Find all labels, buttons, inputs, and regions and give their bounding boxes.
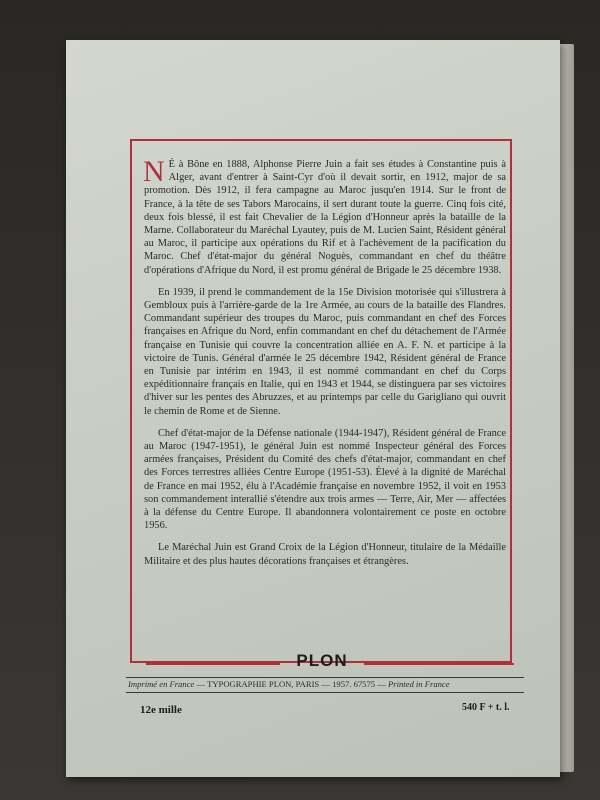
imprint-right: Printed in France xyxy=(387,679,450,689)
paragraph-4: Le Maréchal Juin est Grand Croix de la Légion d'Honneur, titulaire de la Médaille Militaire et des plus hautes décorations françaises et étrangères. xyxy=(144,542,506,567)
paragraph-2: En 1939, il prend le commandement de la 15e Division motorisée qui s'illustrera à Gembloux puis à l'arrière-garde de la 1re Armée, au cours de la bataille des Flandres. Commandant supérieur des troupes du Maroc, puis commandant en chef des Forces françaises en Afrique du Nord, enfin commandant en chef du détachement de l'Armée française en Tunisie qui couvre la concentration alliée en A. F. N. et participe à la victoire de Tunis. Général d'armée le 25 décembre 1942, Résident général de France en Tunisie par intérim en 1943, il est nommé commandant en chef du Corps expéditionnaire français en Italie, qui en 1943 et 1944, se distinguera par ses victoires d'hiver sur les pentes des Abruzzes, et au printemps par celle du Garigliano qui ouvrit le chemin de Rome et de Sienne. xyxy=(144,286,506,417)
publisher-rule-left xyxy=(146,663,280,665)
drop-cap: N xyxy=(143,155,165,188)
edition-count: 12e mille xyxy=(140,704,182,716)
publisher-rule-right xyxy=(364,663,514,665)
price-label: 540 F + t. l. xyxy=(462,702,510,713)
imprint-left: Imprimé en France xyxy=(128,679,195,689)
biography-text xyxy=(143,155,506,577)
imprint-middle: — TYPOGRAPHIE PLON, PARIS — 1957. 67575 — xyxy=(194,679,388,689)
imprint-line xyxy=(128,679,524,689)
publisher-name: PLON xyxy=(296,651,348,670)
imprint-rule-bottom xyxy=(126,692,524,693)
paragraph-1 xyxy=(143,155,506,277)
imprint-rule-top xyxy=(126,677,524,678)
paragraph-1-text: É à Bône en 1888, Alphonse Pierre Juin a fait ses études à Constantine puis à Alger, avant d'entrer à Saint-Cyr d'où il devait sortir, en 1912, major de sa promotion. Dès 1912, il fera campagne au Maroc jusqu'en 1914. Sur le front de France, à la tête de ses Tabors Marocains, il sert durant toute la guerre. Cinq fois cité, deux fois blessé, il est fait Chevalier de la Légion d'Honneur après la bataille de la Marne. Collaborateur du Maréchal Lyautey, puis de M. Lucien Saint, Résident général au Maroc, il participe aux opérations du Rif et à l'achèvement de la pacification du Maroc. Chef d'état-major du général Noguès, commandant en chef du théâtre d'opérations d'Afrique du Nord, il est promu général de Brigade le 25 décembre 1938. xyxy=(144,159,506,276)
paragraph-3: Chef d'état-major de la Défense nationale (1944-1947), Résident général de France au Maroc (1947-1951), le général Juin est nommé Inspecteur général des Forces armées françaises, Président du Comité des chefs d'état-major, commandant en chef des Forces terrestres alliées Centre Europe (1951-53). Élevé à la dignité de Maréchal de France en mai 1952, élu à l'Académie française en novembre 1952, il voit en 1953 son commandement interallié s'étendre aux trois armes — Terre, Air, Mer — affectées à la défense du Centre Europe. Il abandonnera volontairement ce poste en octobre 1956. xyxy=(144,427,506,532)
